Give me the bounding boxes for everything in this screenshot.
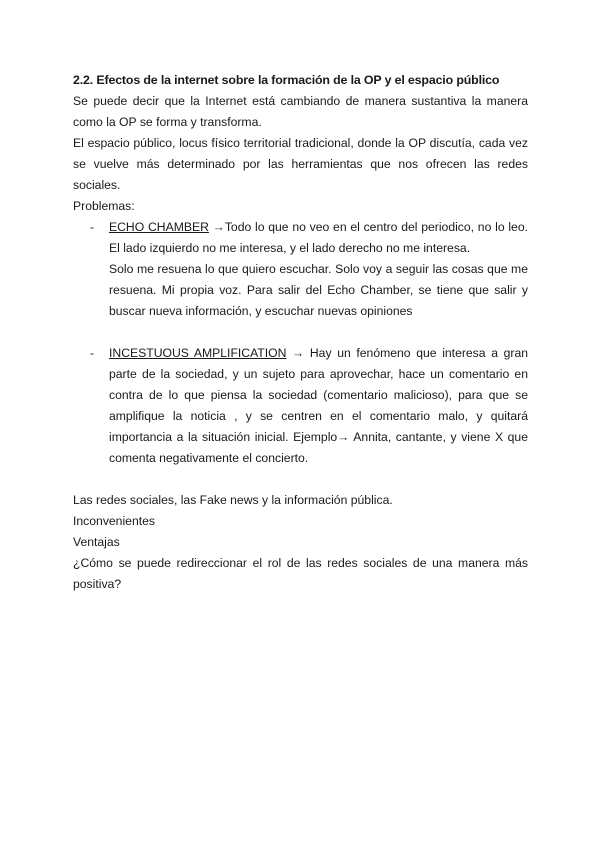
intro-paragraph-1: Se puede decir que la Internet está cambiando de manera sustantiva la manera como la OP se forma y transforma. (73, 94, 528, 129)
bullet-dash: - (90, 220, 95, 234)
closing-line-1: Las redes sociales, las Fake news y la información pública. (73, 493, 393, 507)
spacer (73, 469, 528, 490)
echo-chamber-extra: Solo me resuena lo que quiero escuchar. Solo voy a seguir las cosas que me resuena. Mi propia voz. Para salir del Echo Chamber, se tiene que salir y buscar nueva información, y escuchar nuevas opiniones (109, 262, 528, 318)
spacer (73, 322, 528, 343)
incestuous-amplification-definition: → Hay un fenómeno que interesa a gran parte de la sociedad, y un sujeto para aprovechar, hace un comentario en contra de lo que piensa la sociedad (comentario malicioso), para que se amplifique la noticia , y se centren en el comentario malo, y quitará importancia a la situación inicial. Ejemplo→ Annita, cantante, y viene X que comenta negativamente el concierto. (109, 346, 528, 465)
echo-chamber-definition: →Todo lo que no veo en el centro del periodico, no lo leo. El lado izquierdo no me interesa, y el lado derecho no me interesa. (109, 220, 528, 255)
bullet-item-echo-chamber (73, 217, 528, 322)
term-incestuous-amplification: INCESTUOUS AMPLIFICATION (109, 346, 287, 360)
document-body (73, 70, 528, 595)
closing-line-3: Ventajas (73, 535, 120, 549)
term-echo-chamber: ECHO CHAMBER (109, 220, 209, 234)
problems-label: Problemas: (73, 199, 135, 213)
intro-paragraph-2: El espacio público, locus físico territorial tradicional, donde la OP discutía, cada vez se vuelve más determinado por las herramientas que nos ofrecen las redes sociales. (73, 136, 528, 192)
bullet-dash: - (90, 346, 95, 360)
closing-line-2: Inconvenientes (73, 514, 155, 528)
section-heading: 2.2. Efectos de la internet sobre la formación de la OP y el espacio público (73, 73, 500, 87)
bullet-item-incestuous-amplification (73, 343, 528, 469)
closing-question: ¿Cómo se puede redireccionar el rol de las redes sociales de una manera más positiva? (73, 556, 528, 591)
